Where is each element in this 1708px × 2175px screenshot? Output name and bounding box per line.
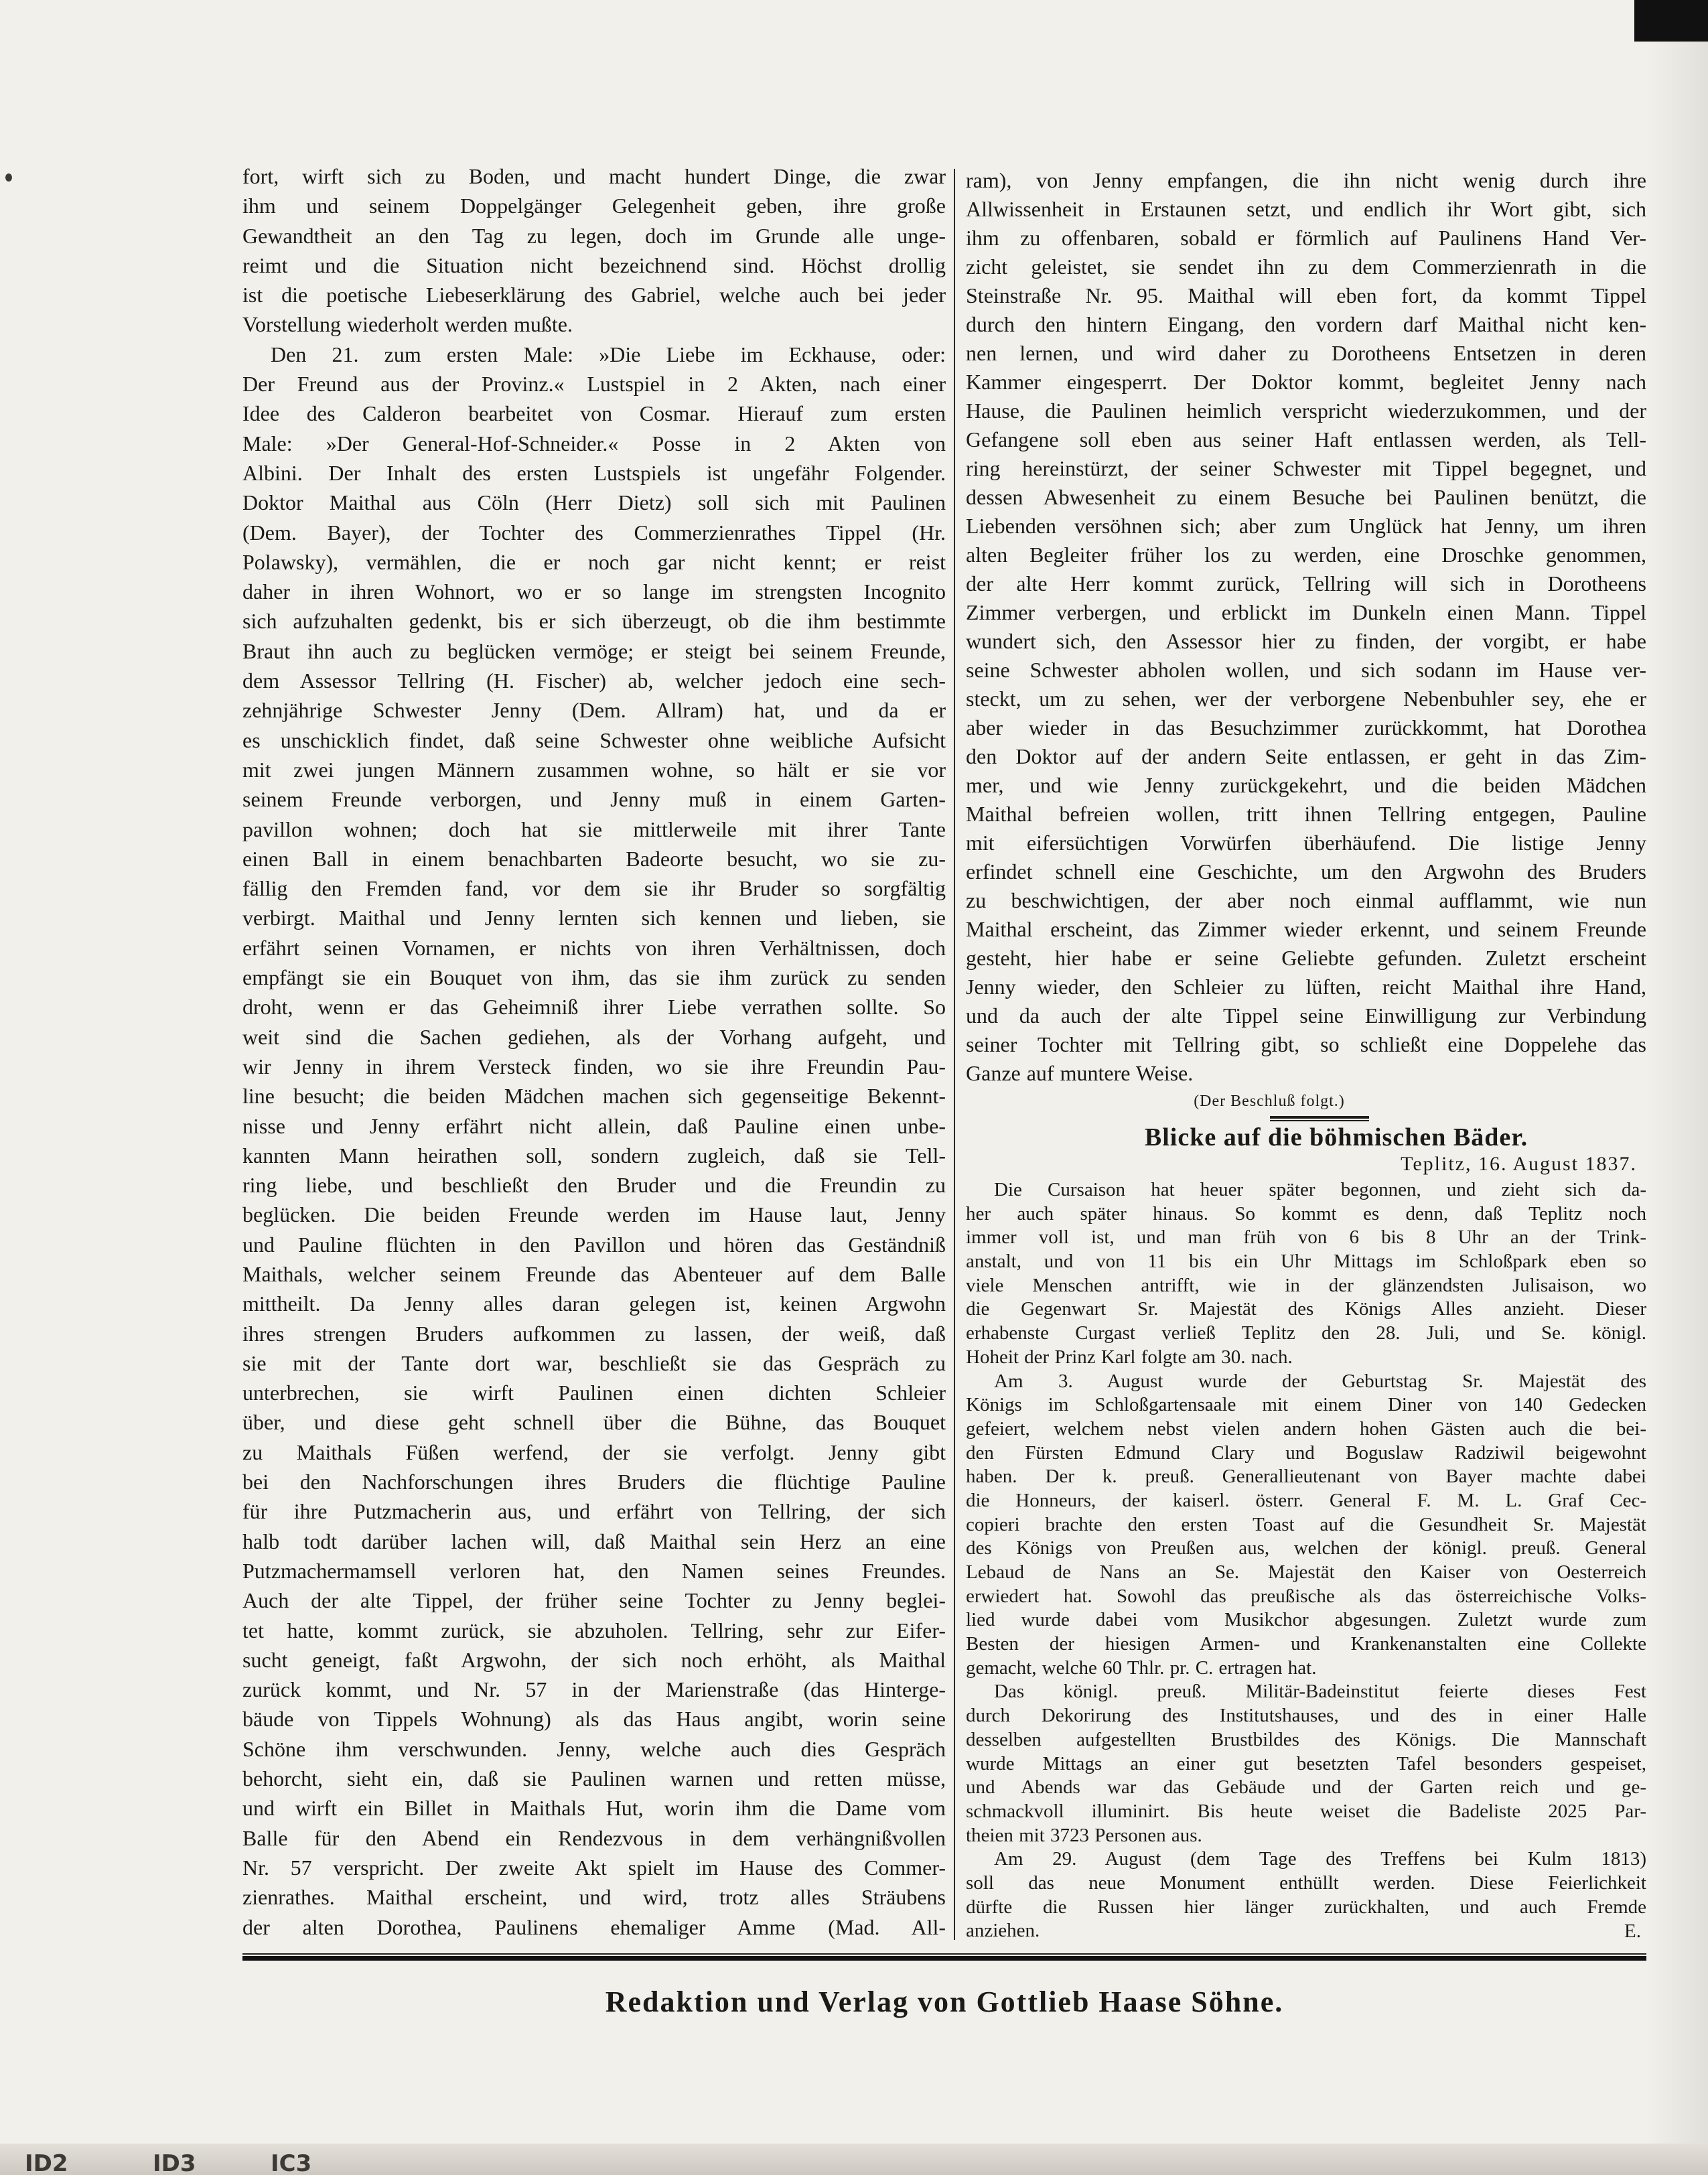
left-column-line: ihm und seinem Doppelgänger Gelegenheit geben, ihre große — [242, 194, 946, 218]
left-column-line: Male: »Der General-Hof-Schneider.« Posse in 2 Akten von — [242, 431, 946, 455]
right-column-line: dessen Abwesenheit zu einem Besuche bei Paulinen benützt, die — [966, 485, 1646, 509]
left-column-line: sie mit der Tante dort war, beschließt sie das Gespräch zu — [242, 1350, 946, 1375]
right-column-line: und da auch der alte Tippel seine Einwilligung zur Verbindung — [966, 1003, 1646, 1028]
right-column-line: zu beschwichtigen, der aber noch einmal aufflammt, wie nun — [966, 888, 1646, 912]
section-divider — [1270, 1116, 1369, 1121]
article-line: schmackvoll illuminirt. Bis heute weiset die Badeliste 2025 Par- — [966, 1800, 1646, 1822]
strip-label: ID3 — [153, 2150, 196, 2175]
right-column-line: steckt, um zu sehen, wer der verborgene Nebenbuhler sey, ehe er — [966, 687, 1646, 711]
left-column-line: ihres strengen Bruders aufkommen zu lassen, der weiß, daß — [242, 1321, 946, 1346]
left-column-line: behorcht, sieht ein, daß sie Paulinen warnen und retten müsse, — [242, 1766, 946, 1791]
article-line: haben. Der k. preuß. Generallieutenant von Bayer machte dabei — [966, 1466, 1646, 1488]
margin-mark — [5, 173, 12, 182]
scan-calibration-strip — [0, 2144, 1708, 2175]
left-column-line: und Pauline flüchten in den Pavillon und hören das Geständniß — [242, 1232, 946, 1257]
left-column-line: Maithals, welcher seinem Freunde das Abenteuer auf dem Balle — [242, 1261, 946, 1286]
left-column-line: kannten Mann heirathen soll, sondern zugleich, daß sie Tell- — [242, 1143, 946, 1168]
left-column-line: Der Freund aus der Provinz.« Lustspiel in 2 Akten, nach einer — [242, 372, 946, 397]
left-column-line: Schöne ihm verschwunden. Jenny, welche auch dies Gespräch — [242, 1736, 946, 1761]
page-edge-shadow — [1646, 42, 1708, 2144]
left-column-line: daher in ihren Wohnort, wo er so lange im strengsten Incognito — [242, 579, 946, 604]
left-column-line: halb todt darüber lachen will, daß Maithal sein Herz an eine — [242, 1529, 946, 1553]
right-column-line: Gefangene soll eben aus seiner Haft entlassen werden, als Tell- — [966, 427, 1646, 451]
left-column-line: es unschicklich findet, daß seine Schwester ohne weibliche Aufsicht — [242, 727, 946, 752]
strip-label: ID2 — [25, 2150, 68, 2175]
left-column-line: Idee des Calderon bearbeitet von Cosmar. Hierauf zum ersten — [242, 401, 946, 426]
left-column-line: sucht geneigt, faßt Argwohn, der sich noch erhöht, als Maithal — [242, 1647, 946, 1672]
right-column-line: Zimmer verbergen, und erblickt im Dunkeln einen Mann. Tippel — [966, 600, 1646, 624]
left-column-line: wir Jenny in ihrem Versteck finden, wo sie ihre Freundin Pau- — [242, 1054, 946, 1078]
left-column-line: Den 21. zum ersten Male: »Die Liebe im Eckhause, oder: — [271, 342, 946, 366]
left-column-line: weit sind die Sachen gediehen, als der Vorhang aufgeht, und — [242, 1024, 946, 1049]
article-line: theien mit 3723 Personen aus. — [966, 1824, 1202, 1846]
article-line: Königs im Schloßgartensaale mit einem Diner von 140 Gedecken — [966, 1394, 1646, 1416]
left-column-line: fällig den Fremden fand, vor dem sie ihr Bruder so sorgfältig — [242, 876, 946, 901]
article-line: Am 29. August (dem Tage des Treffens bei Kulm 1813) — [994, 1848, 1646, 1870]
right-column-line: Ganze auf muntere Weise. — [966, 1061, 1194, 1085]
left-column-line: ring liebe, und beschließt den Bruder und die Freundin zu — [242, 1173, 946, 1198]
left-column-line: für ihre Putzmacherin aus, und erfährt von Tellring, der sich — [242, 1499, 946, 1524]
left-column-line: Putzmachermamsell verloren hat, den Namen seines Freundes. — [242, 1558, 946, 1583]
article-body — [966, 1178, 1646, 1943]
right-column-line: Kammer eingesperrt. Der Doktor kommt, begleitet Jenny nach — [966, 370, 1646, 394]
article-line: erwiedert hat. Sowohl das preußische als das österreichische Volks- — [966, 1585, 1646, 1607]
article-line: die Honneurs, der kaiserl. österr. General F. M. L. Graf Cec- — [966, 1489, 1646, 1511]
right-column-line: alten Begleiter früher los zu werden, eine Droschke genommen, — [966, 543, 1646, 567]
right-column-line: den Doktor auf der andern Seite entlassen, er geht in das Zim- — [966, 744, 1646, 768]
article-line: des Königs von Preußen aus, welchen der königl. preuß. General — [966, 1537, 1646, 1559]
left-column-line: bäude von Tippels Wohnung) als das Haus angibt, worin seine — [242, 1707, 946, 1732]
right-column-line: aber wieder in das Besuchzimmer zurückkommt, hat Dorothea — [966, 715, 1646, 740]
article-title: Blicke auf die böhmischen Bäder. — [1144, 1123, 1528, 1151]
strip-label: IC3 — [271, 2150, 312, 2175]
scan-corner-shadow — [1634, 0, 1708, 42]
footer-rule — [242, 1953, 1646, 1961]
right-column-line: erfindet schnell eine Geschichte, um den Argwohn des Bruders — [966, 859, 1646, 884]
right-column-line: wundert sich, den Assessor hier zu finden, der vorgibt, er habe — [966, 629, 1646, 653]
left-column-line: pavillon wohnen; doch hat sie mittlerweile mit ihrer Tante — [242, 817, 946, 841]
article-line: dürfte die Russen hier länger zurückhalten, und auch Fremde — [966, 1896, 1646, 1918]
article-line: gemacht, welche 60 Thlr. pr. C. ertragen hat. — [966, 1657, 1317, 1679]
article-line: Das königl. preuß. Militär-Badeinstitut feierte dieses Fest — [994, 1681, 1646, 1703]
left-column-line: dem Assessor Tellring (H. Fischer) ab, welcher jedoch eine sech- — [242, 669, 946, 693]
left-column-line: nisse und Jenny erfährt nicht allein, daß Pauline einen unbe- — [242, 1113, 946, 1138]
left-column — [242, 161, 946, 1942]
left-column-line: einen Ball in einem benachbarten Badeorte besucht, wo sie zu- — [242, 846, 946, 871]
left-column-line: droht, wenn er das Geheimniß ihrer Liebe verrathen sollte. So — [242, 995, 946, 1020]
left-column-line: reimt und die Situation nicht bezeichnend sind. Höchst drollig — [242, 253, 946, 277]
right-column-line: nen lernen, und wird daher zu Dorotheens Entsetzen in deren — [966, 341, 1646, 365]
right-column-line: Allwissenheit in Erstaunen setzt, und endlich ihr Wort gibt, sich — [966, 197, 1646, 221]
left-column-line: sich aufzuhalten gedenkt, bis er sich überzeugt, ob die ihm bestimmte — [242, 609, 946, 634]
left-column-line: fort, wirft sich zu Boden, und macht hundert Dinge, die zwar — [242, 164, 946, 188]
article-line: und Abends war das Gebäude und der Garten reich und ge- — [966, 1776, 1646, 1799]
article-dateline: Teplitz, 16. August 1837. — [1401, 1153, 1637, 1175]
left-column-line: seinem Freunde verborgen, und Jenny muß in einem Garten- — [242, 787, 946, 812]
article-line: anstalt, und von 11 bis ein Uhr Mittags im Schloßpark eben so — [966, 1251, 1646, 1273]
left-column-line: Albini. Der Inhalt des ersten Lustspiels ist ungefähr Folgender. — [242, 460, 946, 485]
right-column-line: Jenny wieder, den Schleier zu lüften, reicht Maithal ihre Hand, — [966, 975, 1646, 999]
left-column-line: mittheilt. Da Jenny alles daran gelegen ist, keinen Argwohn — [242, 1291, 946, 1316]
left-column-line: zehnjährige Schwester Jenny (Dem. Allram) hat, und da er — [242, 698, 946, 723]
article-line: her auch später hinaus. So kommt es denn, daß Teplitz noch — [966, 1202, 1646, 1224]
article-line: Lebaud de Nans an Se. Majestät den Kaiser von Oesterreich — [966, 1561, 1646, 1583]
right-column-line: seiner Tochter mit Tellring gibt, so schließt eine Doppelehe das — [966, 1032, 1646, 1056]
article-line: Am 3. August wurde der Geburtstag Sr. Majestät des — [994, 1370, 1646, 1392]
left-column-line: line besucht; die beiden Mädchen machen sich gegenseitige Bekennt- — [242, 1084, 946, 1109]
left-column-line: Gewandtheit an den Tag zu legen, doch im Grunde alle unge- — [242, 223, 946, 248]
right-column-line: ring hereinstürzt, der seiner Schwester mit Tippel begegnet, und — [966, 456, 1646, 480]
article-line: Hoheit der Prinz Karl folgte am 30. nach. — [966, 1346, 1293, 1368]
publisher-imprint: Redaktion und Verlag von Gottlieb Haase Söhne. — [605, 1985, 1284, 2018]
article-line: viele Menschen antrifft, wie in der glänzendsten Julisaison, wo — [966, 1274, 1646, 1296]
left-column-line: verbirgt. Maithal und Jenny lernten sich kennen und lieben, sie — [242, 906, 946, 930]
article-line: soll das neue Monument enthüllt werden. Diese Feierlichkeit — [966, 1872, 1646, 1894]
right-column-line: ram), von Jenny empfangen, die ihn nicht wenig durch ihre — [966, 168, 1646, 192]
article-signature: E. — [1624, 1920, 1641, 1942]
left-column-line: empfängt sie ein Bouquet von ihm, das sie ihm zurück zu senden — [242, 965, 946, 990]
article-line: copieri brachte den ersten Toast auf die Gesundheit Sr. Majestät — [966, 1513, 1646, 1535]
continuation-note: (Der Beschluß folgt.) — [1194, 1093, 1345, 1110]
left-column-line: Doktor Maithal aus Cöln (Herr Dietz) soll sich mit Paulinen — [242, 490, 946, 515]
left-column-line: erfährt seinen Vornamen, er nichts von ihren Verhältnissen, doch — [242, 935, 946, 960]
right-column-line: zicht geleistet, sie sendet ihn zu dem Commerzienrath in die — [966, 255, 1646, 279]
right-column-line: gesteht, hier habe er seine Geliebte gefunden. Zuletzt erscheint — [966, 946, 1646, 970]
right-column-line: Maithal befreien wollen, tritt ihnen Tellring entgegen, Pauline — [966, 802, 1646, 826]
right-column — [966, 166, 1646, 1088]
left-column-line: Braut ihn auch zu beglücken vermöge; er steigt bei seinem Freunde, — [242, 638, 946, 663]
article-line: erhabenste Curgast verließ Teplitz den 28. Juli, und Se. königl. — [966, 1322, 1646, 1344]
left-column-line: Nr. 57 verspricht. Der zweite Akt spielt im Hause des Commer- — [242, 1855, 946, 1880]
article-line: den Fürsten Edmund Clary und Boguslaw Radziwil beigewohnt — [966, 1442, 1646, 1464]
right-column-line: ihm zu offenbaren, sobald er förmlich auf Paulinens Hand Ver- — [966, 226, 1646, 250]
left-column-line: beglücken. Die beiden Freunde werden im Hause laut, Jenny — [242, 1202, 946, 1227]
article-line: durch Dekorirung des Institutshauses, und des in einer Halle — [966, 1705, 1646, 1727]
article-line: wurde Mittags an einer gut besetzten Tafel besonders gespeiset, — [966, 1752, 1646, 1774]
left-column-line: (Dem. Bayer), der Tochter des Commerzienrathes Tippel (Hr. — [242, 520, 946, 545]
left-column-line: zurück kommt, und Nr. 57 in der Marienstraße (das Hinterge- — [242, 1677, 946, 1702]
right-column-line: mit eifersüchtigen Vorwürfen überhäufend. Die listige Jenny — [966, 831, 1646, 855]
left-column-line: zienrathes. Maithal erscheint, und wird, trotz alles Sträubens — [242, 1885, 946, 1910]
column-divider — [954, 169, 955, 1940]
right-column-line: Maithal erscheint, das Zimmer wieder erkennt, und seinem Freunde — [966, 917, 1646, 941]
article-line: desselben aufgestellten Brustbildes des Königs. Die Mannschaft — [966, 1728, 1646, 1750]
left-column-line: bei den Nachforschungen ihres Bruders die flüchtige Pauline — [242, 1470, 946, 1494]
left-column-line: Vorstellung wiederholt werden mußte. — [242, 312, 573, 337]
right-column-line: mer, und wie Jenny zurückgekehrt, und die beiden Mädchen — [966, 773, 1646, 797]
left-column-line: ist die poetische Liebeserklärung des Gabriel, welche auch bei jeder — [242, 283, 946, 307]
left-column-line: Balle für den Abend ein Rendezvous in dem verhängnißvollen — [242, 1825, 946, 1850]
right-column-line: seine Schwester abholen wollen, und sich sodann im Hause ver- — [966, 658, 1646, 682]
right-column-line: durch den hintern Eingang, den vordern darf Maithal nicht ken- — [966, 312, 1646, 336]
left-column-line: tet hatte, kommt zurück, sie abzuholen. Tellring, sehr zur Eifer- — [242, 1618, 946, 1642]
left-column-line: über, und diese geht schnell über die Bühne, das Bouquet — [242, 1410, 946, 1435]
article-line: Die Cursaison hat heuer später begonnen, und zieht sich da- — [994, 1179, 1646, 1200]
article-line: lied wurde dabei vom Musikchor abgesungen. Zuletzt wurde zum — [966, 1609, 1646, 1631]
article-line: immer voll ist, und man früh von 6 bis 8 Uhr an der Trink- — [966, 1226, 1646, 1249]
right-column-line: Hause, die Paulinen heimlich verspricht wiederzukommen, und der — [966, 399, 1646, 423]
left-column-line: der alten Dorothea, Paulinens ehemaliger Amme (Mad. All- — [242, 1914, 946, 1939]
left-column-line: unterbrechen, sie wirft Paulinen einen dichten Schleier — [242, 1381, 946, 1405]
left-column-line: mit zwei jungen Männern zusammen wohne, so hält er sie vor — [242, 757, 946, 782]
left-column-line: Auch der alte Tippel, der früher seine Tochter zu Jenny beglei- — [242, 1588, 946, 1613]
article-line: Besten der hiesigen Armen- und Krankenanstalten eine Collekte — [966, 1633, 1646, 1655]
article-line: anziehen. — [966, 1920, 1040, 1942]
left-column-line: zu Maithals Füßen werfend, der sie verfolgt. Jenny gibt — [242, 1440, 946, 1464]
right-column-line: der alte Herr kommt zurück, Tellring will sich in Dorotheens — [966, 571, 1646, 595]
left-column-line: Polawsky), vermählen, die er noch gar nicht kennt; er reist — [242, 549, 946, 574]
left-column-line: und wirft ein Billet in Maithals Hut, worin ihm die Dame vom — [242, 1796, 946, 1821]
article-line: gefeiert, welchem nebst vielen andern hohen Gästen auch die bei- — [966, 1417, 1646, 1440]
article-line: die Gegenwart Sr. Majestät des Königs Alles anzieht. Dieser — [966, 1298, 1646, 1320]
right-column-line: Liebenden versöhnen sich; aber zum Unglück hat Jenny, um ihren — [966, 514, 1646, 538]
right-column-line: Steinstraße Nr. 95. Maithal will eben fort, da kommt Tippel — [966, 283, 1646, 307]
